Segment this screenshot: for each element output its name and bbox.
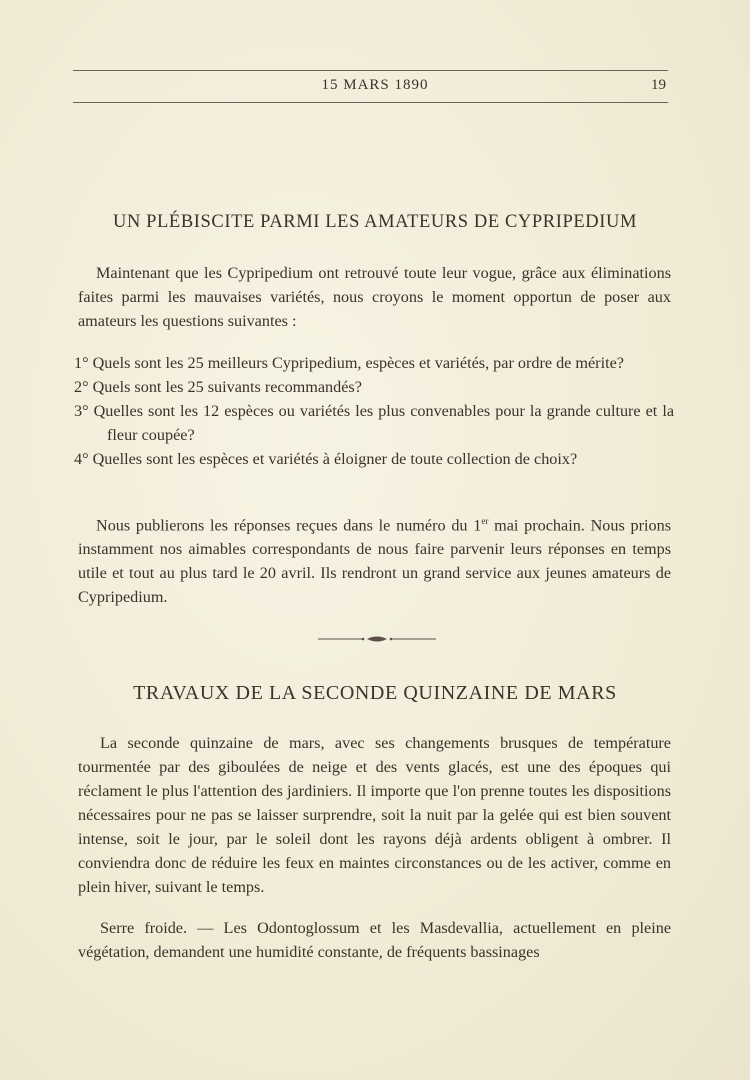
ornament-divider-icon — [318, 632, 436, 646]
list-item: 4° Quelles sont les espèces et variétés à éloigner de toute collection de choix? — [74, 450, 578, 468]
serre-froide-text: — Les Odontoglossum et les Masdevallia, actuellement en pleine végétation, demandent une humidité constante, de fréquents bassinages — [78, 919, 672, 961]
header-date: 15 MARS 1890 — [321, 77, 429, 93]
serre-froide-paragraph — [78, 916, 671, 964]
ordinal-superscript: er — [481, 516, 489, 526]
run-in-heading: Serre froide. — [100, 919, 188, 937]
header-rule-top — [73, 70, 668, 71]
closing-text-start: Nous publierons les réponses reçues dans le numéro du 1 — [96, 516, 482, 535]
list-item: 1° Quels sont les 25 meilleurs Cypripedium, espèces et variétés, par ordre de mérite? — [74, 354, 624, 372]
section-title-travaux: TRAVAUX DE LA SECONDE QUINZAINE DE MARS — [133, 682, 617, 704]
travaux-paragraph: La seconde quinzaine de mars, avec ses changements brusques de température tourmentée par des giboulées de neige et des vents glacés, est une des époques qui réclament le plus l'attention des jardiniers. Il importe que l'on prenne toutes les dispositions nécessaires pour ne pas se laisser surprendre, soit la nuit par la gelée qui est bien souvent intense, soit le jour, par le soleil dont les rayons déjà ardents obligent à ombrer. Il conviendra donc de réduire les feux en maintes circonstances ou de les activer, comme en plein hiver, suivant le temps. — [78, 734, 671, 896]
page-number: 19 — [651, 77, 666, 93]
list-item: 3° Quelles sont les 12 espèces ou variétés les plus convenables pour la grande culture et la fleur coupée? — [74, 402, 674, 444]
question-list — [74, 351, 674, 471]
list-item: 2° Quels sont les 25 suivants recommandés? — [74, 378, 362, 396]
closing-text-end: mai prochain. Nous prions instamment nos aimables correspondants de nous faire parvenir leurs réponses en temps utile et tout au plus tard le 20 avril. Ils rendront un grand service aux jeunes amateurs de Cypripedium. — [78, 516, 671, 607]
intro-paragraph: Maintenant que les Cypripedium ont retrouvé toute leur vogue, grâce aux éliminations faites parmi les mauvaises variétés, nous croyons le moment opportun de poser aux amateurs les questions suivantes : — [78, 264, 671, 330]
section-title-plebiscite: UN PLÉBISCITE PARMI LES AMATEURS DE CYPRIPEDIUM — [113, 212, 637, 232]
header-rule-bottom — [73, 102, 668, 103]
closing-paragraph — [78, 509, 671, 609]
